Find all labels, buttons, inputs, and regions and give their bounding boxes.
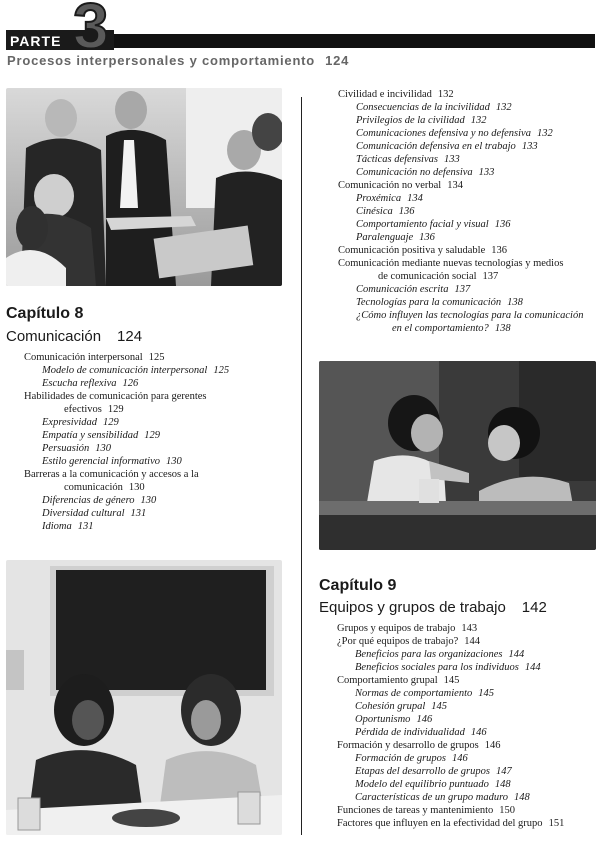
toc-entry-page: 136 (398, 206, 415, 217)
toc-entry (24, 442, 294, 455)
toc-entry (24, 468, 294, 481)
toc-entry (337, 713, 599, 726)
toc-entry (24, 351, 294, 364)
toc-entry-title: Normas de comportamiento (355, 688, 473, 699)
toc-entry (337, 661, 599, 674)
toc-entry-page: 151 (548, 818, 565, 829)
toc-entry-title: efectivos (64, 404, 102, 415)
toc-entry-title: Tácticas defensivas (356, 154, 438, 165)
toc-entry (338, 283, 596, 296)
toc-entry (338, 101, 596, 114)
toc-entry (24, 507, 294, 520)
toc-entry-title: comunicación (64, 482, 123, 493)
photo-women-meeting (6, 560, 282, 835)
toc-entry (338, 218, 596, 231)
toc-entry-page: 133 (521, 141, 538, 152)
toc-entry-page: 147 (495, 766, 512, 777)
toc-entry-title: Comunicación interpersonal (24, 352, 143, 363)
toc-entry-title: Habilidades de comunicación para gerentes (24, 391, 207, 402)
toc-entry-page: 125 (213, 365, 230, 376)
toc-entry (24, 494, 294, 507)
toc-entry (337, 817, 599, 830)
toc-entry-page: 148 (514, 792, 530, 803)
toc-entry-page: 125 (148, 352, 165, 363)
toc-entry (338, 244, 596, 257)
toc-entry-page: 132 (536, 128, 553, 139)
toc-entry-title: Idioma (42, 521, 72, 532)
toc-entry-title: ¿Cómo influyen las tecnologías para la comunicación (356, 310, 584, 321)
toc-entry-page: 146 (470, 727, 487, 738)
toc-entry-page: 129 (103, 417, 119, 428)
toc-entry-title: Características de un grupo maduro (355, 792, 509, 803)
toc-entry (337, 752, 599, 765)
toc-entry-page: 134 (407, 193, 423, 204)
toc-entry-title: Tecnologías para la comunicación (356, 297, 502, 308)
toc-entry-title: Paralenguaje (356, 232, 414, 243)
toc-entry-page: 132 (437, 89, 454, 100)
toc-entry-page: 145 (478, 688, 494, 699)
toc-entry-title: Estilo gerencial informativo (42, 456, 161, 467)
toc-entry (338, 153, 596, 166)
toc-entry-page: 130 (128, 482, 145, 493)
toc-entry-page: 136 (419, 232, 435, 243)
toc-entry (337, 739, 599, 752)
toc-entry-title: Barreras a la comunicación y accesos a la (24, 469, 199, 480)
toc-entry (24, 364, 294, 377)
toc-entry-title: Etapas del desarrollo de grupos (355, 766, 490, 777)
toc-entry-page: 131 (130, 508, 147, 519)
toc-entry-page: 146 (484, 740, 501, 751)
chapter8-title: Capítulo 8 (6, 305, 84, 322)
toc-entry (338, 192, 596, 205)
toc-entry-page: 133 (478, 167, 495, 178)
toc-entry (338, 322, 596, 335)
toc-entry-page: 146 (452, 753, 468, 764)
toc-entry (337, 700, 599, 713)
chapter9-name: Equipos y grupos de trabajo 142 (319, 599, 547, 616)
toc-entry-title: Comunicación no verbal (338, 180, 442, 191)
toc-entry (337, 791, 599, 804)
toc-entry-title: Comunicación positiva y saludable (338, 245, 486, 256)
toc-entry (337, 804, 599, 817)
toc-entry-title: Formación de grupos (355, 753, 446, 764)
toc-entry-page: 129 (107, 404, 124, 415)
toc-entry-page: 137 (482, 271, 499, 282)
toc-entry (338, 231, 596, 244)
toc-entry (24, 377, 294, 390)
toc-entry-title: Comunicación defensiva en el trabajo (356, 141, 516, 152)
toc-entry-title: Comunicación escrita (356, 284, 449, 295)
toc-entry (338, 309, 596, 322)
toc-entry-page: 145 (431, 701, 448, 712)
column-divider (301, 97, 302, 835)
toc-entry (337, 674, 599, 687)
toc-entry-title: de comunicación social (378, 271, 477, 282)
toc-entry-page: 148 (494, 779, 511, 790)
toc-entry-title: Modelo de comunicación interpersonal (42, 365, 208, 376)
toc-entry-title: Diversidad cultural (42, 508, 125, 519)
toc-entry-title: Escucha reflexiva (42, 378, 117, 389)
toc-entry-title: en el comportamiento? (392, 323, 489, 334)
chapter8-name: Comunicación 124 (6, 328, 143, 345)
toc-entry-page: 126 (122, 378, 139, 389)
toc-entry-title: Factores que influyen en la efectividad del grupo (337, 818, 543, 829)
toc-entry-title: Comunicaciones defensiva y no defensiva (356, 128, 531, 139)
toc-entry-title: Persuasión (42, 443, 90, 454)
toc-entry-title: ¿Por qué equipos de trabajo? (337, 636, 459, 647)
toc-entry-page: 138 (494, 323, 511, 334)
part-subtitle: Procesos interpersonales y comportamiento 124 (7, 53, 350, 68)
toc-entry (337, 687, 599, 700)
toc-entry (337, 648, 599, 661)
toc-entry-title: Funciones de tareas y mantenimiento (337, 805, 494, 816)
toc-entry-page: 146 (416, 714, 433, 725)
toc-entry-title: Proxémica (356, 193, 402, 204)
toc-entry-page: 138 (507, 297, 523, 308)
toc-entry-page: 144 (464, 636, 481, 647)
toc-entry-title: Cohesión grupal (355, 701, 426, 712)
chapter9-title: Capítulo 9 (319, 577, 397, 594)
toc-entry-page: 130 (140, 495, 157, 506)
toc-entry-page: 137 (454, 284, 471, 295)
toc-entry-title: Comunicación mediante nuevas tecnologías y medios (338, 258, 564, 269)
toc-entry-title: Empatía y sensibilidad (42, 430, 139, 441)
toc-entry-title: Oportunismo (355, 714, 411, 725)
toc-entry (338, 166, 596, 179)
toc-entry-page: 132 (495, 102, 512, 113)
toc-entry-page: 130 (95, 443, 111, 454)
toc-entry (24, 390, 294, 403)
toc-entry-title: Comportamiento facial y visual (356, 219, 489, 230)
toc-entry-page: 144 (508, 649, 525, 660)
toc-entry (338, 114, 596, 127)
toc-entry (24, 455, 294, 468)
toc-entry (24, 520, 294, 533)
part-number: 3 (73, 0, 109, 62)
toc-entry (337, 778, 599, 791)
toc-entry-title: Civilidad e incivilidad (338, 89, 432, 100)
toc-entry-title: Beneficios sociales para los individuos (355, 662, 519, 673)
toc-entry-title: Grupos y equipos de trabajo (337, 623, 456, 634)
toc-entry-page: 150 (499, 805, 516, 816)
toc-entry-page: 132 (470, 115, 487, 126)
photo-girls-whispering (319, 361, 596, 550)
toc-entry (337, 622, 599, 635)
photo-business-handshake (6, 88, 282, 286)
toc-entry (338, 270, 596, 283)
toc-entry-title: Diferencias de género (42, 495, 135, 506)
toc-entry-page: 145 (443, 675, 460, 686)
toc-entry-title: Cinésica (356, 206, 393, 217)
toc-entry (337, 635, 599, 648)
chapter8-continued-toc (338, 88, 596, 335)
toc-entry-title: Comportamiento grupal (337, 675, 438, 686)
toc-entry-page: 131 (77, 521, 94, 532)
toc-entry-title: Comunicación no defensiva (356, 167, 473, 178)
toc-entry-page: 136 (491, 245, 508, 256)
parte-label: PARTE (10, 33, 62, 49)
chapter8-toc (24, 351, 294, 533)
toc-entry (24, 429, 294, 442)
toc-entry-page: 136 (494, 219, 511, 230)
toc-entry-page: 130 (166, 456, 182, 467)
toc-entry-page: 129 (144, 430, 160, 441)
toc-entry-title: Modelo del equilibrio puntuado (355, 779, 489, 790)
toc-entry-title: Consecuencias de la incivilidad (356, 102, 490, 113)
toc-entry (24, 403, 294, 416)
toc-entry (338, 179, 596, 192)
toc-entry-title: Formación y desarrollo de grupos (337, 740, 479, 751)
toc-entry-page: 144 (524, 662, 541, 673)
toc-entry (338, 296, 596, 309)
toc-entry-title: Expresividad (42, 417, 98, 428)
toc-entry (338, 257, 596, 270)
toc-entry (337, 765, 599, 778)
toc-entry-title: Privilegios de la civilidad (356, 115, 465, 126)
toc-entry-page: 134 (447, 180, 463, 191)
chapter9-toc (337, 622, 599, 830)
toc-entry (24, 416, 294, 429)
toc-entry-title: Beneficios para las organizaciones (355, 649, 503, 660)
toc-entry (338, 140, 596, 153)
toc-entry (338, 127, 596, 140)
toc-entry (338, 88, 596, 101)
toc-entry (337, 726, 599, 739)
toc-entry (338, 205, 596, 218)
toc-entry-title: Pérdida de individualidad (355, 727, 465, 738)
toc-entry (24, 481, 294, 494)
toc-entry-page: 143 (461, 623, 478, 634)
toc-entry-page: 133 (443, 154, 460, 165)
